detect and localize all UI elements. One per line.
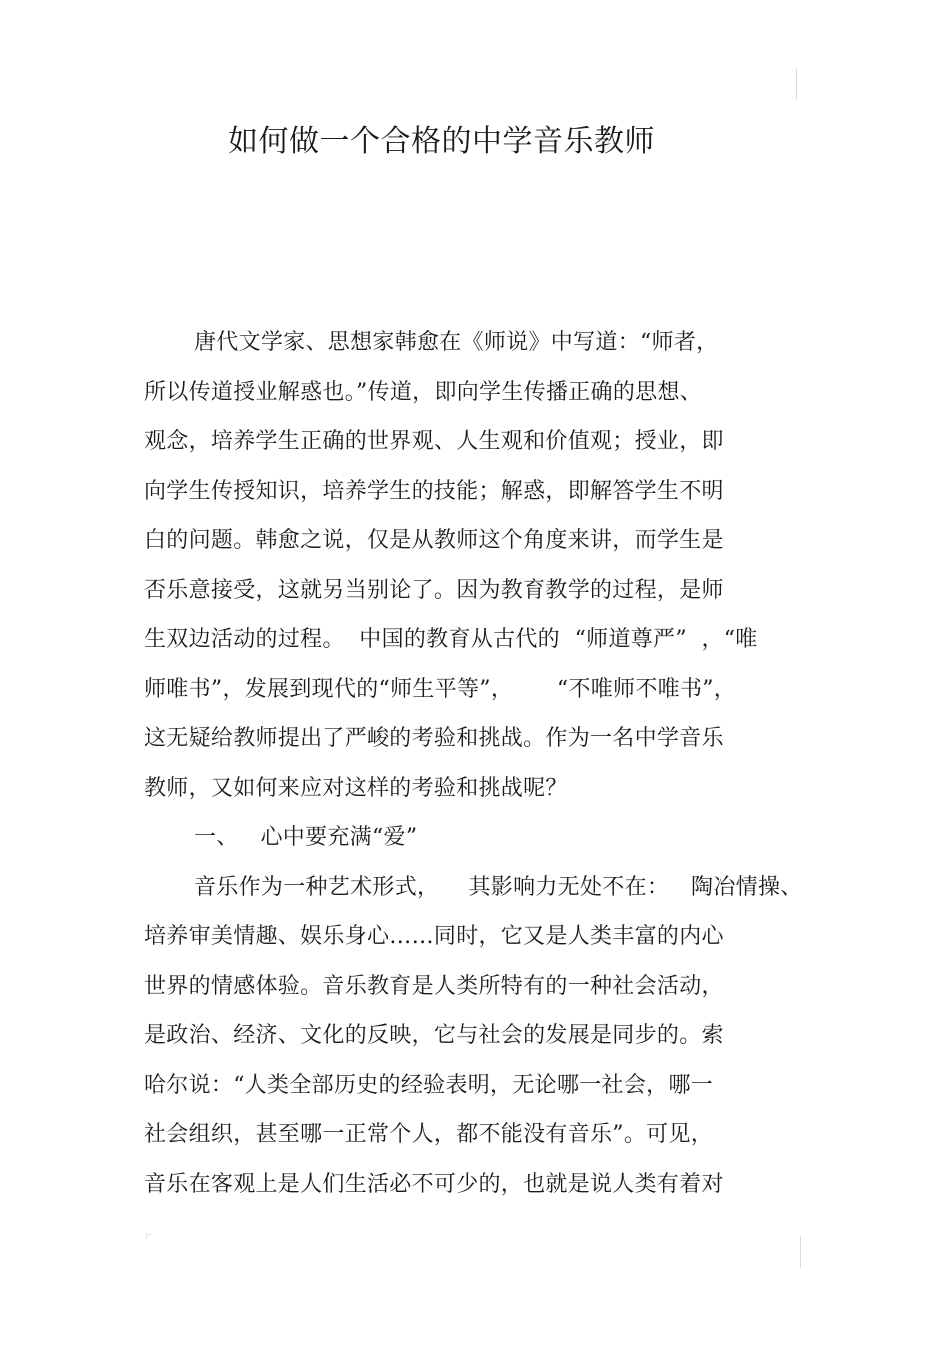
text-line: 音乐在客观上是人们生活必不可少的，也就是说人类有着对 — [144, 1171, 724, 1197]
text-line: 白的问题。韩愈之说，仅是从教师这个角度来讲，而学生是 — [144, 528, 724, 553]
crop-mark-bottom-right — [800, 1236, 801, 1268]
document-title: 如何做一个合格的中学音乐教师 — [228, 124, 655, 159]
text-line: 社会组织，甚至哪一正常个人，都不能没有音乐”。可见， — [144, 1122, 714, 1147]
text-line: 唐代文学家、思想家韩愈在《师说》中写道：“师者， — [194, 330, 719, 355]
text-line: 师唯书”，发展到现代的“师生平等”， “不唯师不唯书”， — [144, 676, 737, 702]
text-line: 教师，又如何来应对这样的考验和挑战呢？ — [144, 775, 568, 801]
crop-mark-top-right — [796, 68, 797, 100]
text-line: 所以传道授业解惑也。”传道，即向学生传播正确的思想、 — [144, 379, 703, 405]
text-line: 观念，培养学生正确的世界观、人生观和价值观；授业，即 — [144, 429, 724, 454]
document-body — [144, 318, 824, 1209]
text-line: 向学生传授知识，培养学生的技能；解惑，即解答学生不明 — [144, 478, 724, 504]
text-line: 否乐意接受，这就另当别论了。因为教育教学的过程，是师 — [144, 577, 724, 603]
text-line: 一、 心中要充满“爱” — [194, 825, 418, 850]
crop-mark-bottom-left — [146, 1234, 151, 1239]
text-line: 培养审美情趣、娱乐身心……同时，它又是人类丰富的内心 — [144, 924, 724, 949]
text-line: 哈尔说：“人类全部历史的经验表明，无论哪一社会，哪一 — [144, 1072, 714, 1098]
text-line: 音乐作为一种艺术形式， 其影响力无处不在： 陶冶情操、 — [194, 874, 803, 900]
text-line: 生双边活动的过程。 中国的教育从古代的 “师道尊严” ，“唯 — [144, 627, 758, 652]
text-line: 世界的情感体验。音乐教育是人类所特有的一种社会活动， — [144, 973, 724, 999]
text-line: 是政治、经济、文化的反映，它与社会的发展是同步的。索 — [144, 1023, 724, 1048]
text-line: 这无疑给教师提出了严峻的考验和挑战。作为一名中学音乐 — [144, 726, 724, 751]
